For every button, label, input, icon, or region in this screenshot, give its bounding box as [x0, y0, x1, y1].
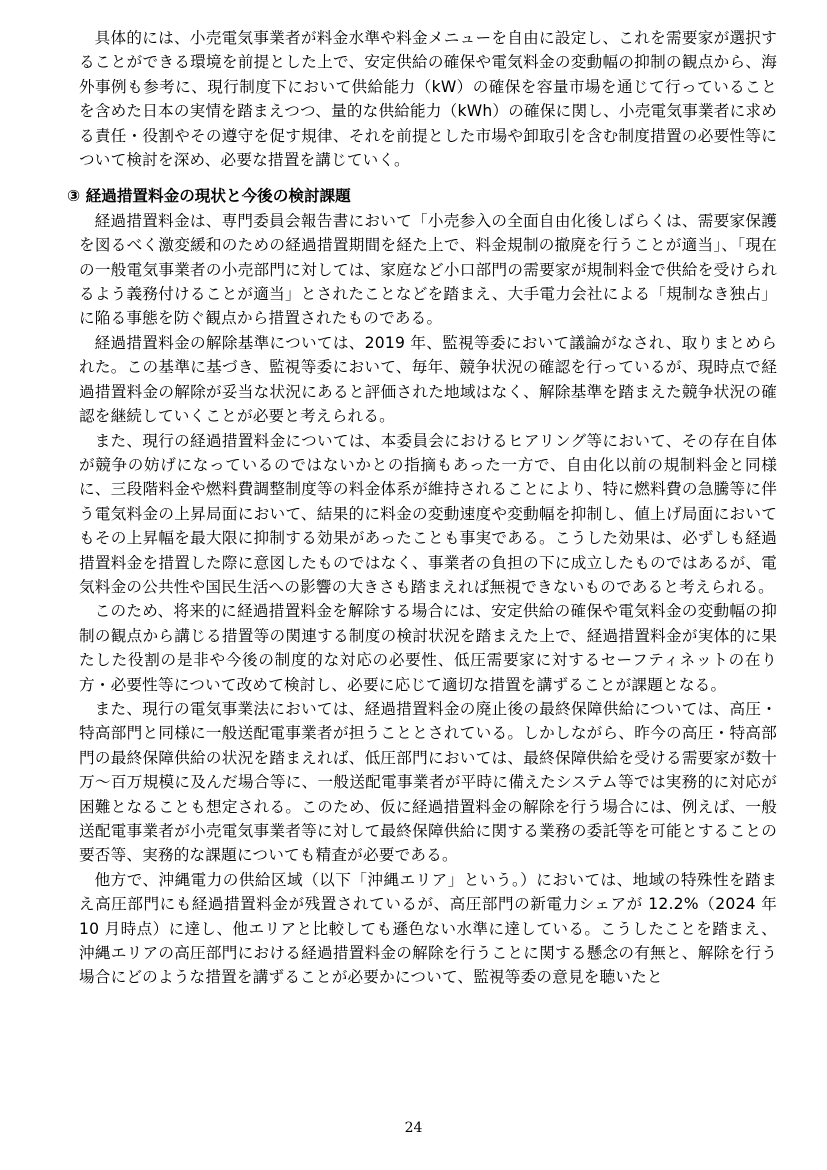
- paragraph: また、現行の経過措置料金については、本委員会におけるヒアリング等において、その存在自体が競争の妨げになっているのではないかとの指摘もあった一方で、自由化以前の規制料金と同様に、三段階料金や燃料費調整制度等の料金体系が維持されることにより、特に燃料費の急騰等に伴う電気料金の上昇局面において、結果的に料金の変動速度や変動幅を抑制し、値上げ局面においてもその上昇幅を最大限に抑制する効果があったことも事実である。こうした効果は、必ずしも経過措置料金を措置した際に意図したものではなく、事業者の負担の下に成立したものではあるが、電気料金の公共性や国民生活への影響の大きさも踏まえれば無視できないものであると考えられる。: [79, 431, 777, 596]
- paragraph: また、現行の電気事業法においては、経過措置料金の廃止後の最終保障供給については、高圧・特高部門と同様に一般送配電事業者が担うこととされている。しかしながら、昨今の高圧・特高部門の最終保障供給の状況を踏まえれば、低圧部門においては、最終保障供給を受ける需要家が数十万～百万規模に及んだ場合等に、一般送配電事業者が平時に備えたシステム等では実務的に対応が困難となることも想定される。このため、仮に経過措置料金の解除を行う場合には、例えば、一般送配電事業者が小売電気事業者等に対して最終保障供給に関する業務の委託等を可能とすることの要否等、実務的な課題についても精査が必要である。: [79, 699, 777, 865]
- paragraph: 他方で、沖縄電力の供給区域（以下「沖縄エリア」という。）においては、地域の特殊性を踏まえ高圧部門にも経過措置料金が残置されているが、高圧部門の新電力シェアが 12.2%（2024 年 10 月時点）に達し、他エリアと比較しても遜色ない水準に達している。こうしたことを踏まえ、沖縄エリアの高圧部門における経過措置料金の解除を行うことに関する懸念の有無と、解除を行う場合にどのような措置を講ずることが必要かについて、監視等委の意見を聴いたと: [79, 870, 777, 987]
- paragraph-intro: 具体的には、小売電気事業者が料金水準や料金メニューを自由に設定し、これを需要家が選択することができる環境を前提とした上で、安定供給の確保や電気料金の変動幅の抑制の観点から、海外事例も参考に、現行制度下において供給能力（kW）の確保を容量市場を通じて行っていることを含めた日本の実情を踏まえつつ、量的な供給能力（kWh）の確保に関し、小売電気事業者に求める責任・役割やその遵守を促す規律、それを前提とした市場や卸取引を含む制度措置の必要性等について検討を深め、必要な措置を講じていく。: [79, 29, 777, 170]
- paragraph: 経過措置料金の解除基準については、2019 年、監視等委において議論がなされ、取りまとめられた。この基準に基づき、監視等委において、毎年、競争状況の確認を行っているが、現時点で経過措置料金の解除が妥当な状況にあると評価された地域はなく、解除基準を踏まえた競争状況の確認を継続していくことが必要と考えられる。: [79, 333, 777, 426]
- page-number: 24: [404, 1120, 423, 1136]
- document-body: [67, 26, 777, 990]
- paragraph: 経過措置料金は、専門委員会報告書において「小売参入の全面自由化後しばらくは、需要家保護を図るべく激変緩和のための経過措置期間を経た上で、料金規制の撤廃を行うことが適当」、「現在の一般電気事業者の小売部門に対しては、家庭など小口部門の需要家が規制料金で供給を受けられるよう義務付けることが適当」とされたことなどを踏まえ、大手電力会社による「規制なき独占」に陥る事態を防ぐ観点から措置されたものである。: [79, 211, 777, 328]
- section-heading: ③ 経過措置料金の現状と今後の検討課題: [67, 187, 351, 206]
- paragraph: このため、将来的に経過措置料金を解除する場合には、安定供給の確保や電気料金の変動幅の抑制の観点から講じる措置等の関連する制度の検討状況を踏まえた上で、経過措置料金が実体的に果たした役割の是非や今後の制度的な対応の必要性、低圧需要家に対するセーフティネットの在り方・必要性等について改めて検討し、必要に応じて適切な措置を講ずることが課題となる。: [79, 602, 777, 694]
